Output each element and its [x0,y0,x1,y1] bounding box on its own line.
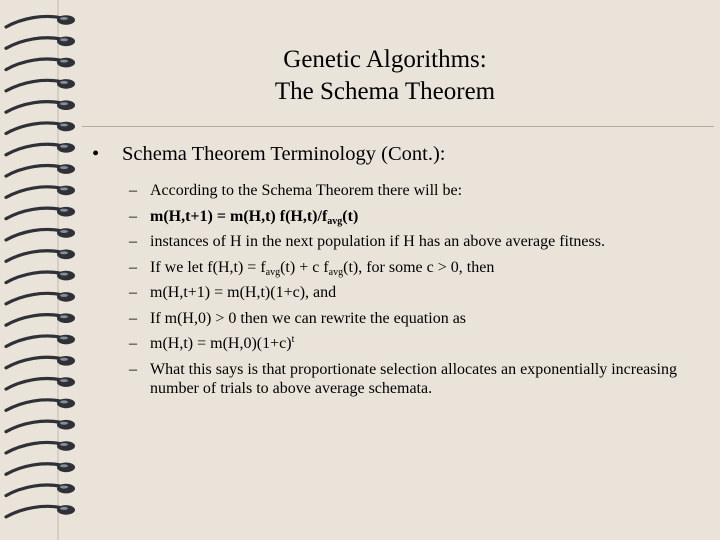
sub-item [129,309,686,328]
dash-marker: – [129,360,137,378]
sub-item [129,181,686,200]
dash-marker: – [129,335,137,352]
sub-item [129,360,686,398]
spiral-binding-icon [0,0,82,540]
sub-item-text: According to the Schema Theorem there will be: [150,182,463,199]
sub-item [129,258,686,277]
sub-item [129,207,686,226]
dash-marker: – [129,284,137,301]
sub-item [129,232,686,251]
bullet-text: Schema Theorem Terminology (Cont.): [122,143,446,165]
title-divider [82,126,714,127]
title-line-2: The Schema Theorem [274,78,496,105]
sub-item-text: What this says is that proportionate selection allocates an exponentially increasing number of trials to above average schemata. [150,360,677,397]
bullet-item [86,141,686,167]
slide-body [86,141,686,404]
sub-item-text: If m(H,0) > 0 then we can rewrite the equation as [150,309,467,327]
bullet-marker: • [92,143,100,165]
sub-item-text: m(H,t+1) = m(H,t) $f(H,t)/f_{avg}(t)$ [150,207,359,227]
dash-marker: – [129,233,137,250]
sub-item-text: instances of H in the next population if H has an above average fitness. [150,233,605,250]
sub-item-text: m(H,t+1) = m(H,t)(1+c), and [150,284,337,301]
slide-title [150,44,620,108]
sub-item [129,334,686,353]
dash-marker: – [129,258,137,276]
title-line-1: Genetic Algorithms: [283,46,487,73]
dash-marker: – [129,309,137,327]
sub-item-text: If we let $f(H,t) = f_{avg}(t) + c$ $f_{avg}(t)$, for some c > 0, then [150,258,495,278]
sub-item-list [86,181,686,398]
dash-marker: – [129,182,137,199]
sub-item [129,283,686,302]
sub-item-text: $m(H,t) = m(H,0)(1+c)^t$ [150,334,295,352]
dash-marker: – [129,207,137,225]
